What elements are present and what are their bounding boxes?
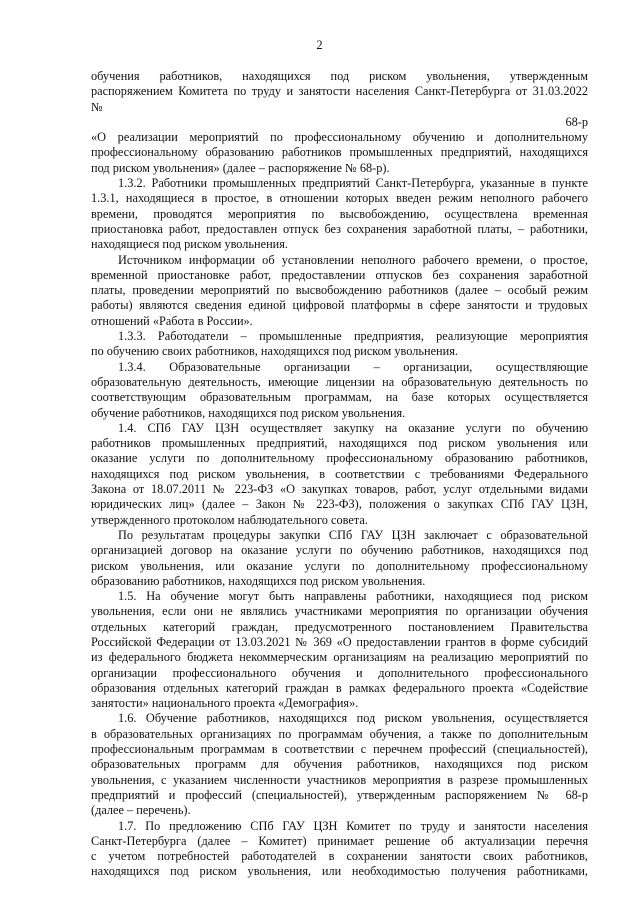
text-line: Закона от 18.07.2011 № 223-ФЗ «О закупках товаров, работ, услуг отдельными видами xyxy=(91,482,588,497)
text-line: профессиональному образованию работников промышленных предприятий, находящихся xyxy=(91,145,588,160)
text-line: «О реализации мероприятий по профессиональному обучению и дополнительному xyxy=(91,130,588,145)
text-line: увольнения, с указанием численности участников мероприятия в разрезе промышленных xyxy=(91,772,588,787)
text-line: работы) являются сведения единой цифровой платформы в сфере занятости и трудовых xyxy=(91,298,588,313)
text-line: 1.3.3. Работодатели – промышленные предприятия, реализующие мероприятия xyxy=(118,329,588,344)
text-line: из федерального бюджета некоммерческим организациям на реализацию мероприятий по xyxy=(91,650,588,665)
text-line: платы, проведении мероприятий по высвобождению работников (далее – особый режим xyxy=(91,283,588,298)
text-line: Санкт-Петербурга (далее – Комитет) принимает решение об актуализации перечня xyxy=(91,833,588,848)
text-line: находящихся под риском увольнения, в соответствии с требованиями Федерального xyxy=(91,466,588,481)
text-line: Источником информации об установлении неполного рабочего времени, о простое, xyxy=(118,252,588,267)
text-line: с учетом потребностей работодателей в сохранении занятости своих работников, xyxy=(91,849,588,864)
text-line: (далее – перечень). xyxy=(91,803,191,818)
text-line: обучения работников, находящихся под риском увольнения, утвержденным xyxy=(91,69,588,83)
text-line: 1.7. По предложению СПб ГАУ ЦЗН Комитет по труду и занятости населения xyxy=(118,818,588,833)
text-line: юридических лиц» (далее – Закон № 223-ФЗ), положения о закупках СПб ГАУ ЦЗН, xyxy=(91,497,588,512)
text-line: обучение работников, находящихся под риском увольнения. xyxy=(91,405,406,420)
text-line: распоряжением Комитета по труду и занятости населения Санкт-Петербурга от 31.03.2022 xyxy=(91,84,588,99)
text-line: По результатам процедуры закупки СПб ГАУ ЦЗН заключает с образовательной xyxy=(118,527,588,542)
text-line: работников промышленных предприятий, находящихся под риском увольнения или xyxy=(91,436,588,451)
text-line: временной приостановке работ, предоставлении отпусков без сохранения заработной xyxy=(91,267,588,282)
text-line: 1.5. На обучение могут быть направлены работники, находящиеся под риском xyxy=(118,589,588,604)
text-line: № xyxy=(91,99,103,114)
text-line: профессиональным программам в соответствии с перечнем профессий (специальностей), xyxy=(91,742,588,757)
text-line: образования отдельных категорий граждан в рамках федерального проекта «Содействие xyxy=(91,680,588,695)
text-line: находящихся под риском увольнения, или необходимостью получения работниками, xyxy=(91,864,588,879)
text-line: образовательную деятельность, имеющие лицензии на образовательную деятельность по xyxy=(91,374,588,389)
text-line: 1.6. Обучение работников, находящихся под риском увольнения, осуществляется xyxy=(118,711,588,726)
text-line: образованию работников, находящихся под риском увольнения. xyxy=(91,573,426,588)
text-line: 1.3.2. Работники промышленных предприятий Санкт-Петербурга, указанные в пункте xyxy=(118,176,588,191)
text-line: 1.3.1, находящиеся в простое, в отношении которых введен режим неполного рабочего xyxy=(91,191,588,206)
text-line: отношений «Работа в России». xyxy=(91,313,253,328)
body-text xyxy=(91,69,588,880)
text-line: времени, проводятся мероприятия по высвобождению, осуществлена временная xyxy=(91,206,588,221)
text-line: оказание услуги по дополнительному профессиональному образованию работников, xyxy=(91,451,588,466)
text-line: утвержденного протоколом наблюдательного совета. xyxy=(91,512,368,527)
text-line: организацией договор на оказание услуги по обучению работников, находящихся под xyxy=(91,543,588,558)
text-line: риском увольнения, или оказание услуги по дополнительному профессиональному xyxy=(91,558,588,573)
text-line: образовательных программ для обучения работников, находящихся под риском xyxy=(91,757,588,772)
text-line: занятости» национального проекта «Демография». xyxy=(91,696,359,711)
text-line: организации профессионального обучения и дополнительного профессионального xyxy=(91,665,588,680)
text-line: по обучению своих работников, находящихся под риском увольнения. xyxy=(91,344,458,359)
page-number: 2 xyxy=(316,38,323,52)
text-line: 68-р xyxy=(565,114,588,129)
text-line: в образовательных организациях по программам обучения, а также по дополнительным xyxy=(91,726,588,741)
text-line: Российской Федерации от 13.03.2021 № 369 «О предоставлении грантов в форме субсидий xyxy=(91,634,588,649)
text-line: отдельных категорий граждан, предусмотренного постановлением Правительства xyxy=(91,619,588,634)
text-line: под риском увольнения» (далее – распоряжение № 68-р). xyxy=(91,160,390,175)
text-line: увольнения, если они не являлись участниками мероприятия по организации обучения xyxy=(91,604,588,619)
text-line: приостановка работ, предоставлен отпуск без сохранения заработной платы, – работники, xyxy=(91,221,588,236)
text-line: соответствующим образовательным программам, на базе которых осуществляется xyxy=(91,390,588,405)
text-line: находящиеся под риском увольнения. xyxy=(91,237,288,252)
text-line: 1.4. СПб ГАУ ЦЗН осуществляет закупку на оказание услуги по обучению xyxy=(118,420,588,435)
text-line: предприятий и профессий (специальностей), утвержденным распоряжением № 68-р xyxy=(91,787,588,802)
text-line: 1.3.4. Образовательные организации – организации, осуществляющие xyxy=(118,359,588,374)
